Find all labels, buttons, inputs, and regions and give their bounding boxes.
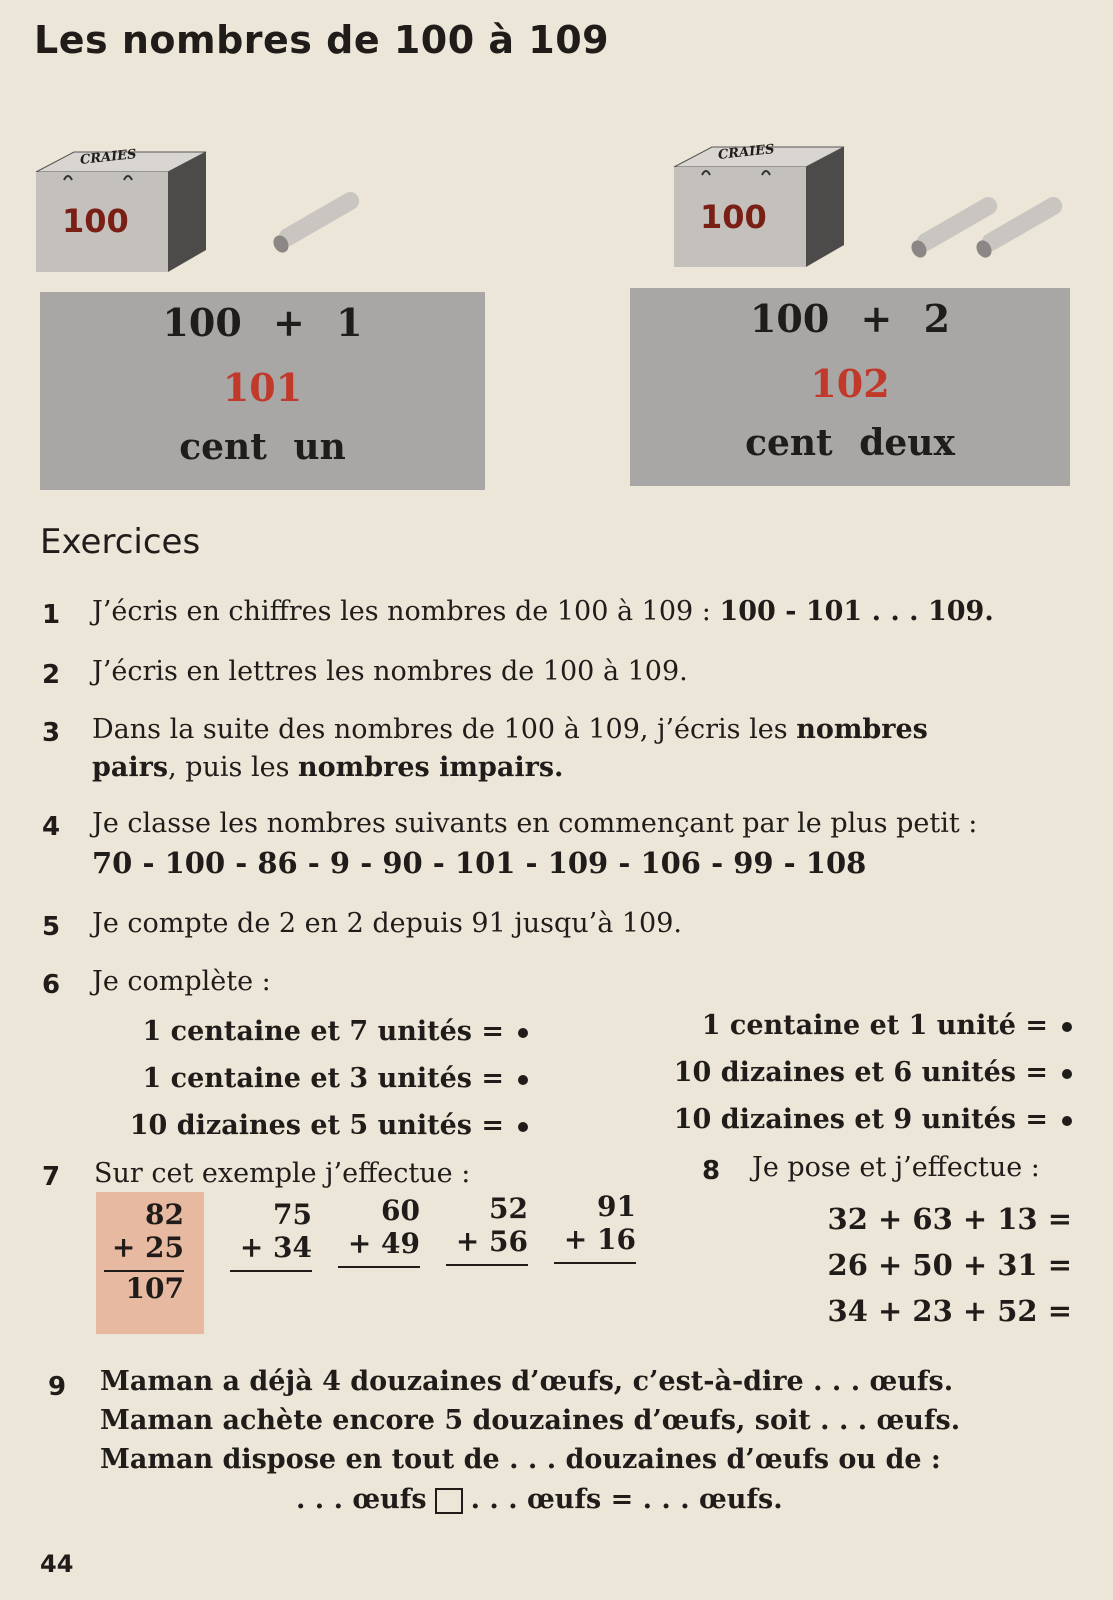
sum-row: 34 + 23 + 52 = [827, 1294, 1072, 1328]
operator-box [435, 1488, 463, 1514]
exercise-number: 6 [42, 970, 61, 1000]
complete-item: 1 centaine et 3 unités = [88, 1055, 528, 1102]
number-sequence: 70 - 100 - 86 - 9 - 90 - 101 - 109 - 106 - 99 - 108 [92, 846, 867, 880]
card-words: cent deux [745, 422, 955, 464]
card-equation: 100 + 1 [162, 300, 363, 345]
page-number: 44 [40, 1550, 74, 1578]
addend: 60 [381, 1194, 420, 1227]
exercises-heading: Exercices [40, 522, 201, 562]
exercise-3 [92, 714, 1072, 745]
addition-problem [338, 1194, 420, 1268]
exercise-3-line2 [92, 752, 563, 783]
addend: + 56 [455, 1225, 528, 1258]
sum-list [760, 1196, 1072, 1334]
complete-item: 10 dizaines et 6 unités = [610, 1049, 1072, 1096]
addition-problem [446, 1192, 528, 1266]
exercise-text: Je pose et j’effectue : [752, 1152, 1040, 1183]
card-equation: 100 + 2 [749, 296, 951, 341]
exercise-text: Dans la suite des nombres de 100 à 109, j’écris les [92, 714, 788, 745]
exercise-text: J’écris en lettres les nombres de 100 à 109. [92, 656, 688, 687]
addition-problem [554, 1190, 636, 1264]
exercise-text: , puis les [168, 752, 290, 783]
page-title: Les nombres de 100 à 109 [34, 18, 610, 62]
complete-item: 10 dizaines et 5 unités = [88, 1102, 528, 1149]
complete-item: 1 centaine et 1 unité = [610, 1002, 1072, 1049]
sum-row: 26 + 50 + 31 = [827, 1248, 1072, 1282]
exercise-number: 7 [42, 1162, 61, 1192]
exercise-text: Je classe les nombres suivants en commençant par le plus petit : [92, 808, 978, 839]
exercise-number: 9 [48, 1372, 67, 1402]
blank-text: . . . œufs [296, 1484, 427, 1515]
box-number: 100 [700, 198, 767, 236]
addend: 52 [489, 1192, 528, 1225]
addend: + 34 [239, 1231, 312, 1264]
exercise-number: 1 [42, 600, 61, 630]
word-problem-line: Maman dispose en tout de . . . douzaines d’œufs ou de : [100, 1444, 941, 1475]
addend: + 49 [347, 1227, 420, 1260]
exercise-number: 3 [42, 718, 61, 748]
word-problem-line: Maman a déjà 4 douzaines d’œufs, c’est-à-dire . . . œufs. [100, 1366, 954, 1397]
complete-right-column [610, 1002, 1072, 1143]
exercise-bold: 100 - 101 . . . 109. [719, 596, 994, 627]
exercise-text: J’écris en chiffres les nombres de 100 à 109 : [92, 596, 711, 627]
complete-item: 10 dizaines et 9 unités = [610, 1096, 1072, 1143]
exercise-text: Je compte de 2 en 2 depuis 91 jusqu’à 109. [92, 908, 682, 939]
addend: 91 [597, 1190, 636, 1223]
complete-item: 1 centaine et 7 unités = [88, 1008, 528, 1055]
worked-example [96, 1192, 204, 1334]
word-problem-line: Maman achète encore 5 douzaines d’œufs, soit . . . œufs. [100, 1405, 961, 1436]
complete-left-column [88, 1008, 528, 1149]
exercise-number: 5 [42, 912, 61, 942]
addend: + 25 [111, 1231, 184, 1264]
exercise-bold: nombres [796, 714, 928, 745]
addition-problem [230, 1198, 312, 1272]
number-card-101 [40, 292, 485, 490]
card-result: 101 [222, 365, 303, 410]
sum-row: 32 + 63 + 13 = [827, 1202, 1072, 1236]
exercise-number: 4 [42, 812, 61, 842]
exercise-text: Sur cet exemple j’effectue : [94, 1158, 471, 1189]
blank-text: . . . œufs = . . . œufs. [470, 1484, 783, 1515]
number-card-102 [630, 288, 1070, 486]
exercise-1 [92, 596, 994, 627]
word-problem-line [296, 1484, 783, 1515]
sum-result: 107 [125, 1272, 184, 1305]
exercise-text: Je complète : [92, 966, 271, 997]
addend: 75 [273, 1198, 312, 1231]
card-words: cent un [179, 426, 346, 468]
box-label: CRAIES [717, 142, 776, 163]
exercise-number: 8 [702, 1156, 721, 1186]
exercise-bold: pairs [92, 752, 169, 783]
card-result: 102 [810, 361, 890, 406]
exercise-bold: nombres impairs. [298, 752, 564, 783]
addend: 82 [145, 1198, 184, 1231]
box-number: 100 [62, 202, 129, 240]
exercise-number: 2 [42, 660, 61, 690]
addend: + 16 [563, 1223, 636, 1256]
box-label: CRAIES [79, 147, 138, 168]
